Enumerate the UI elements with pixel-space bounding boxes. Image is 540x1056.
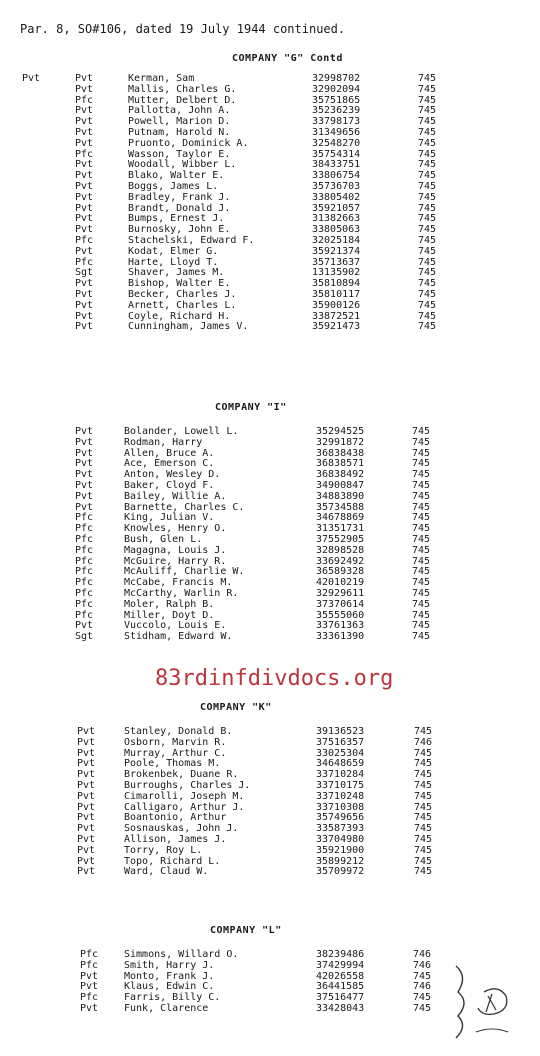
serial-number: 35810117 [312,288,361,300]
spec-code: 745 [418,170,437,182]
serial-number: 35921900 [316,844,365,856]
name: Woodall, Wibber L. [128,159,237,171]
serial-number: 32902094 [312,83,361,95]
spec-code: 745 [414,758,433,770]
spec-code: 745 [412,426,431,437]
serial-number: 33710248 [316,790,365,802]
spec-code: 745 [412,577,431,589]
rank: Pvt [77,812,96,824]
rank: Pvt [75,278,94,290]
rank: Pvt [77,758,96,770]
rank: Pvt [75,202,94,214]
spec-code: 745 [412,544,431,556]
serial-number: 33761363 [316,620,365,632]
rank: Pvt [75,436,94,448]
serial-number: 32898528 [316,544,365,556]
name: Bumps, Ernest J. [128,213,225,225]
name: Brokenbek, Duane R. [124,769,239,781]
name: Topo, Richard L. [124,855,221,867]
spec-code: 745 [412,620,431,632]
spec-code: 745 [418,245,437,257]
spec-code: 745 [418,159,437,171]
name: Knowles, Henry O. [124,523,227,535]
name: Harte, Lloyd T. [128,256,219,268]
name: Shaver, James M. [128,267,225,279]
roster-row [0,247,540,258]
spec-code: 745 [414,866,433,878]
serial-number: 33805063 [312,224,361,236]
spec-code: 745 [418,126,437,138]
name: Murray, Arthur C. [124,747,227,759]
rank: Pvt [75,447,94,459]
name: Putnam, Harold N. [128,126,231,138]
spec-code: 745 [414,812,433,824]
roster-row [0,867,540,878]
name: McCabe, Francis M. [124,577,233,589]
spec-code: 745 [412,436,431,448]
spec-code: 745 [412,458,431,470]
serial-number: 35921473 [312,321,361,333]
name: Blako, Walter E. [128,170,225,182]
company-g-heading: COMPANY "G" Contd [232,53,343,64]
spec-code: 745 [414,833,433,845]
rank: Pvt [77,866,96,878]
rank: Pvt [75,105,94,117]
rank: Pvt [75,458,94,470]
handwritten-bracket-mark [448,962,518,1042]
serial-number: 35294525 [316,426,365,437]
serial-number: 36441585 [316,981,365,993]
serial-number: 36838438 [316,447,365,459]
serial-number: 35713637 [312,256,361,268]
rank: Pvt [75,490,94,502]
name: Burnosky, John E. [128,224,231,236]
name: Bailey, Willie A. [124,490,227,502]
serial-number: 34678869 [316,512,365,524]
spec-code: 745 [418,224,437,236]
spec-code: 745 [412,512,431,524]
serial-number: 35236239 [312,105,361,117]
rank: Pvt [75,501,94,513]
spec-code: 745 [414,779,433,791]
name: Bolander, Lowell L. [124,426,239,437]
roster-row [0,85,540,96]
serial-number: 38239486 [316,949,365,960]
name: Farris, Billy C. [124,992,221,1004]
rank: Pvt [80,981,99,993]
spec-code: 745 [418,213,437,225]
spec-code: 746 [413,959,432,971]
rank: Pvt [77,736,96,748]
spec-code: 745 [413,992,432,1004]
roster-row [0,139,540,150]
serial-number: 33806754 [312,170,361,182]
name: Torry, Roy L. [124,844,203,856]
serial-number: 32025184 [312,234,361,246]
rank: Sgt [75,267,94,279]
name: Cimarolli, Joseph M. [124,790,245,802]
name: Anton, Wesley D. [124,469,221,481]
rank: Pfc [75,598,94,610]
spec-code: 745 [412,555,431,567]
rank: Pfc [80,992,99,1004]
spec-code: 745 [414,790,433,802]
name: Barnette, Charles C. [124,501,245,513]
company-k-heading: COMPANY "K" [200,702,272,713]
rank: Pvt [75,126,94,138]
spec-code: 745 [418,105,437,117]
spec-code: 745 [414,855,433,867]
rank: Pfc [75,512,94,524]
name: Stanley, Donald B. [124,726,233,737]
rank: Pvt [75,426,94,437]
rank: Pvt [75,73,94,84]
serial-number: 35899212 [316,855,365,867]
name: Allen, Bruce A. [124,447,215,459]
serial-number: 33361390 [316,631,365,643]
spec-code: 745 [418,180,437,192]
serial-number: 35751865 [312,94,361,106]
spec-code: 745 [418,94,437,106]
rank: Pfc [80,949,99,960]
rank: Pfc [75,609,94,621]
name: Funk, Clarence [124,1002,209,1014]
spec-code: 745 [412,523,431,535]
spec-code: 745 [418,191,437,203]
rank: Pvt [75,170,94,182]
rank: Pvt [80,970,99,982]
name: Mutter, Delbert D. [128,94,237,106]
roster-row [0,632,540,643]
rank: Pvt [77,790,96,802]
name: Allison, James J. [124,833,227,845]
rank: Sgt [75,631,94,643]
spec-code: 745 [418,278,437,290]
spec-code: 745 [418,137,437,149]
serial-number: 35810894 [312,278,361,290]
roster-row [0,492,540,503]
serial-number: 34648659 [316,758,365,770]
spec-code: 746 [413,981,432,993]
serial-number: 42010219 [316,577,365,589]
serial-number: 13135902 [312,267,361,279]
serial-number: 31351731 [316,523,365,535]
name: McGuire, Harry R. [124,555,227,567]
rank: Pvt [75,213,94,225]
rank: Pvt [77,726,96,737]
roster-row [0,438,540,449]
name: Pruonto, Dominick A. [128,137,249,149]
serial-number: 35734588 [316,501,365,513]
company-i-roster [0,427,540,643]
spec-code: 745 [412,490,431,502]
serial-number: 33710284 [316,769,365,781]
serial-number: 31382663 [312,213,361,225]
company-i-heading: COMPANY "I" [215,402,287,413]
roster-row [0,193,540,204]
rank: Pvt [75,191,94,203]
spec-code: 745 [418,288,437,300]
serial-number: 34883890 [316,490,365,502]
name: Ace, Emerson C. [124,458,215,470]
spec-code: 745 [418,321,437,333]
name: Arnett, Charles L. [128,299,237,311]
name: Miller, Doyt D. [124,609,215,621]
rank: Pvt [77,833,96,845]
rank: Pvt [75,321,94,333]
spec-code: 745 [418,256,437,268]
spec-code: 746 [414,736,433,748]
name: Stidham, Edward W. [124,631,233,643]
serial-number: 37552905 [316,533,365,545]
name: Kodat, Elmer G. [128,245,219,257]
rank: Pvt [75,310,94,322]
serial-number: 33692492 [316,555,365,567]
rank: Pvt [80,1002,99,1014]
spec-code: 745 [412,609,431,621]
roster-row [0,322,540,333]
serial-number: 33428043 [316,1002,365,1014]
spec-code: 745 [418,116,437,128]
rank: Pfc [75,577,94,589]
serial-number: 35900126 [312,299,361,311]
spec-code: 745 [414,844,433,856]
name: Burroughs, Charles J. [124,779,251,791]
spec-code: 745 [414,769,433,781]
rank: Pvt [75,83,94,95]
name: Kerman, Sam [128,73,195,84]
spec-code: 745 [412,566,431,578]
spec-code: 745 [414,747,433,759]
spec-code: 745 [412,631,431,643]
spec-code: 745 [418,83,437,95]
rank: Pvt [75,620,94,632]
rank: Pfc [75,523,94,535]
spec-code: 745 [414,823,433,835]
rank: Pvt [77,844,96,856]
roster-row [0,546,540,557]
name: Moler, Ralph B. [124,598,215,610]
spec-code: 745 [413,970,432,982]
serial-number: 32548270 [312,137,361,149]
name: Powell, Marion D. [128,116,231,128]
rank: Pfc [80,959,99,971]
serial-number: 37429994 [316,959,365,971]
serial-number: 32998702 [312,73,361,84]
company-k-roster [0,727,540,878]
serial-number: 37370614 [316,598,365,610]
roster-row [0,738,540,749]
spec-code: 745 [414,726,433,737]
roster-row [0,600,540,611]
rank: Pfc [75,256,94,268]
roster-row [0,846,540,857]
name: King, Julian V. [124,512,215,524]
rank: Pvt [77,769,96,781]
serial-number: 37516477 [316,992,365,1004]
serial-number: 33710175 [316,779,365,791]
name: Cunningham, James V. [128,321,249,333]
rank: Pfc [75,566,94,578]
spec-code: 745 [414,801,433,813]
serial-number: 31349656 [312,126,361,138]
serial-number: 37516357 [316,736,365,748]
spec-code: 745 [412,479,431,491]
rank: Pvt [75,245,94,257]
name: Wasson, Taylor E. [128,148,231,160]
serial-number: 35921374 [312,245,361,257]
rank: Pvt [75,299,94,311]
rank: Pvt [75,116,94,128]
serial-number: 36838571 [316,458,365,470]
serial-number: 39136523 [316,726,365,737]
name: Bush, Glen L. [124,533,203,545]
serial-number: 35754314 [312,148,361,160]
rank: Pvt [75,288,94,300]
name: Boggs, James L. [128,180,219,192]
name: Brandt, Donald J. [128,202,231,214]
name: Calligaro, Arthur J. [124,801,245,813]
serial-number: 34900847 [316,479,365,491]
serial-number: 33710308 [316,801,365,813]
spec-code: 745 [418,148,437,160]
serial-number: 33805402 [312,191,361,203]
name: Ward, Claud W. [124,866,209,878]
name: Bradley, Frank J. [128,191,231,203]
document-header: Par. 8, SO#106, dated 19 July 1944 continued. [20,22,346,36]
serial-number: 32991872 [316,436,365,448]
serial-number: 33025304 [316,747,365,759]
name: Klaus, Edwin C. [124,981,215,993]
rank: Pfc [75,94,94,106]
rank: Pfc [75,148,94,160]
name: Osborn, Marvin R. [124,736,227,748]
name: Smith, Harry J. [124,959,215,971]
name: Bishop, Walter E. [128,278,231,290]
spec-code: 745 [418,73,437,84]
spec-code: 745 [418,299,437,311]
rank: Pvt [77,855,96,867]
spec-code: 745 [412,598,431,610]
spec-code: 745 [412,587,431,599]
rank: Pfc [75,234,94,246]
name: Sosnauskas, John J. [124,823,239,835]
spec-code: 745 [412,533,431,545]
name: Baker, Cloyd F. [124,479,215,491]
watermark: 83rdinfdivdocs.org [155,666,394,691]
rank: Pfc [75,533,94,545]
rank: Pfc [75,587,94,599]
serial-number: 35921057 [312,202,361,214]
serial-number: 35736703 [312,180,361,192]
rank: Pvt [77,747,96,759]
serial-number: 33704980 [316,833,365,845]
name: McAuliff, Charlie W. [124,566,245,578]
company-l-heading: COMPANY "L" [210,925,282,936]
name: Magagna, Louis J. [124,544,227,556]
spec-code: 745 [418,202,437,214]
rank: Pvt [75,224,94,236]
spec-code: 745 [418,267,437,279]
rank: Pvt [75,159,94,171]
serial-number: 36589328 [316,566,365,578]
serial-number: 33587393 [316,823,365,835]
company-g-roster [0,74,540,333]
serial-number: 35555060 [316,609,365,621]
rank: Pvt [77,801,96,813]
spec-code: 745 [418,310,437,322]
name: Monto, Frank J. [124,970,215,982]
spec-code: 746 [413,949,432,960]
serial-number: 33872521 [312,310,361,322]
name: Pallotta, John A. [128,105,231,117]
name: Boantonio, Arthur [124,812,227,824]
name: Mallis, Charles G. [128,83,237,95]
serial-number: 32929611 [316,587,365,599]
spec-code: 745 [412,469,431,481]
name: Stachelski, Edward F. [128,234,255,246]
rank: Pfc [75,544,94,556]
rank: Pfc [75,555,94,567]
spec-code: 745 [418,234,437,246]
serial-number: 35749656 [316,812,365,824]
serial-number: 33798173 [312,116,361,128]
name: Simmons, Willard O. [124,949,239,960]
rank: Pvt [77,779,96,791]
spec-code: 745 [413,1002,432,1014]
serial-number: 42026558 [316,970,365,982]
spec-code: 745 [412,447,431,459]
serial-number: 38433751 [312,159,361,171]
serial-number: 35709972 [316,866,365,878]
roster-row [0,301,540,312]
roster-row [0,792,540,803]
name: McCarthy, Warlin R. [124,587,239,599]
rank: Pvt [77,823,96,835]
name: Becker, Charles J. [128,288,237,300]
name: Poole, Thomas M. [124,758,221,770]
rank: Pvt [75,469,94,481]
name: Vuccolo, Louis E. [124,620,227,632]
rank-leading: Pvt [22,73,41,84]
rank: Pvt [75,180,94,192]
spec-code: 745 [412,501,431,513]
name: Coyle, Richard H. [128,310,231,322]
name: Rodman, Harry [124,436,203,448]
rank: Pvt [75,479,94,491]
rank: Pvt [75,137,94,149]
serial-number: 36838492 [316,469,365,481]
